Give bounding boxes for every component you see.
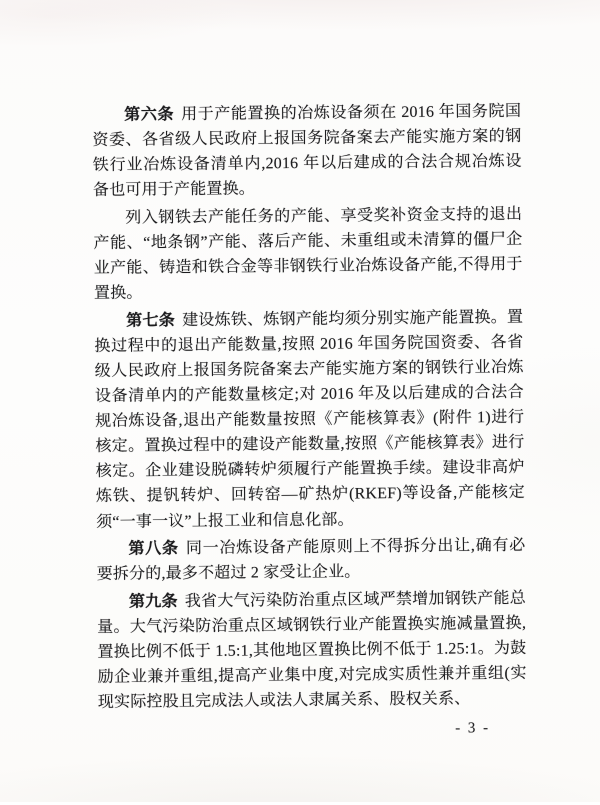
article-6-body: 用于产能置换的冶炼设备须在 2016 年国务院国资委、各省级人民政府上报国务院备案去产能实施方案的钢铁行业冶炼设备清单内,2016 年以后建成的合法合规冶炼设备也可用于产能置换。 [92, 103, 521, 199]
paragraph-2-body: 列入钢铁去产能任务的产能、享受奖补资金支持的退出产能、“地条钢”产能、落后产能、未重组或未清算的僵尸企业产能、铸造和铁合金等非钢铁行业冶炼设备产能,不得用于置换。 [93, 206, 522, 302]
article-8-heading: 第八条 [128, 540, 178, 557]
paragraph-excluded-capacity [93, 202, 523, 306]
article-6-heading: 第六条 [124, 106, 174, 123]
article-8-body: 同一冶炼设备产能原则上不得拆分出让,确有必要拆分的,最多不超过 2 家受让企业。 [97, 537, 526, 583]
document-text-block [92, 99, 527, 715]
paragraph-article-8 [96, 533, 525, 587]
article-9-body: 我省大气污染防治重点区域严禁增加钢铁产能总量。大气污染防治重点区域钢铁行业产能置换实施减量置换,置换比例不低于 1.5:1,其他地区置换比例不低于 1.25:1。为鼓励企业兼并重组,提高产业集中度,对完成实质性兼并重组(实现实际控股且完成法人或法人隶属关系、股权关系、 [97, 590, 527, 711]
paragraph-article-9 [97, 586, 527, 716]
paragraph-article-7 [94, 305, 525, 535]
article-7-body: 建设炼铁、炼钢产能均须分别实施产能置换。置换过程中的退出产能数量,按照 2016 年国务院国资委、各省级人民政府上报国务院备案去产能实施方案的钢铁行业冶炼设备清单内的产能数量核定;对 2016 年及以后建成的合法合规冶炼设备,退出产能数量按照《产能核算表》(附件 1)进行核定。置换过程中的建设产能数量,按照《产能核算表》进行核定。企业建设脱磷转炉须履行产能置换手续。建设非高炉炼铁、提钒转炉、回转窑—矿热炉(RKEF)等设备,产能核定须“一事一议”上报工业和信息化部。 [94, 309, 525, 531]
page-number: - 3 - [455, 720, 490, 737]
article-7-heading: 第七条 [126, 312, 175, 329]
paragraph-article-6 [92, 99, 522, 203]
article-9-heading: 第九条 [129, 593, 178, 610]
